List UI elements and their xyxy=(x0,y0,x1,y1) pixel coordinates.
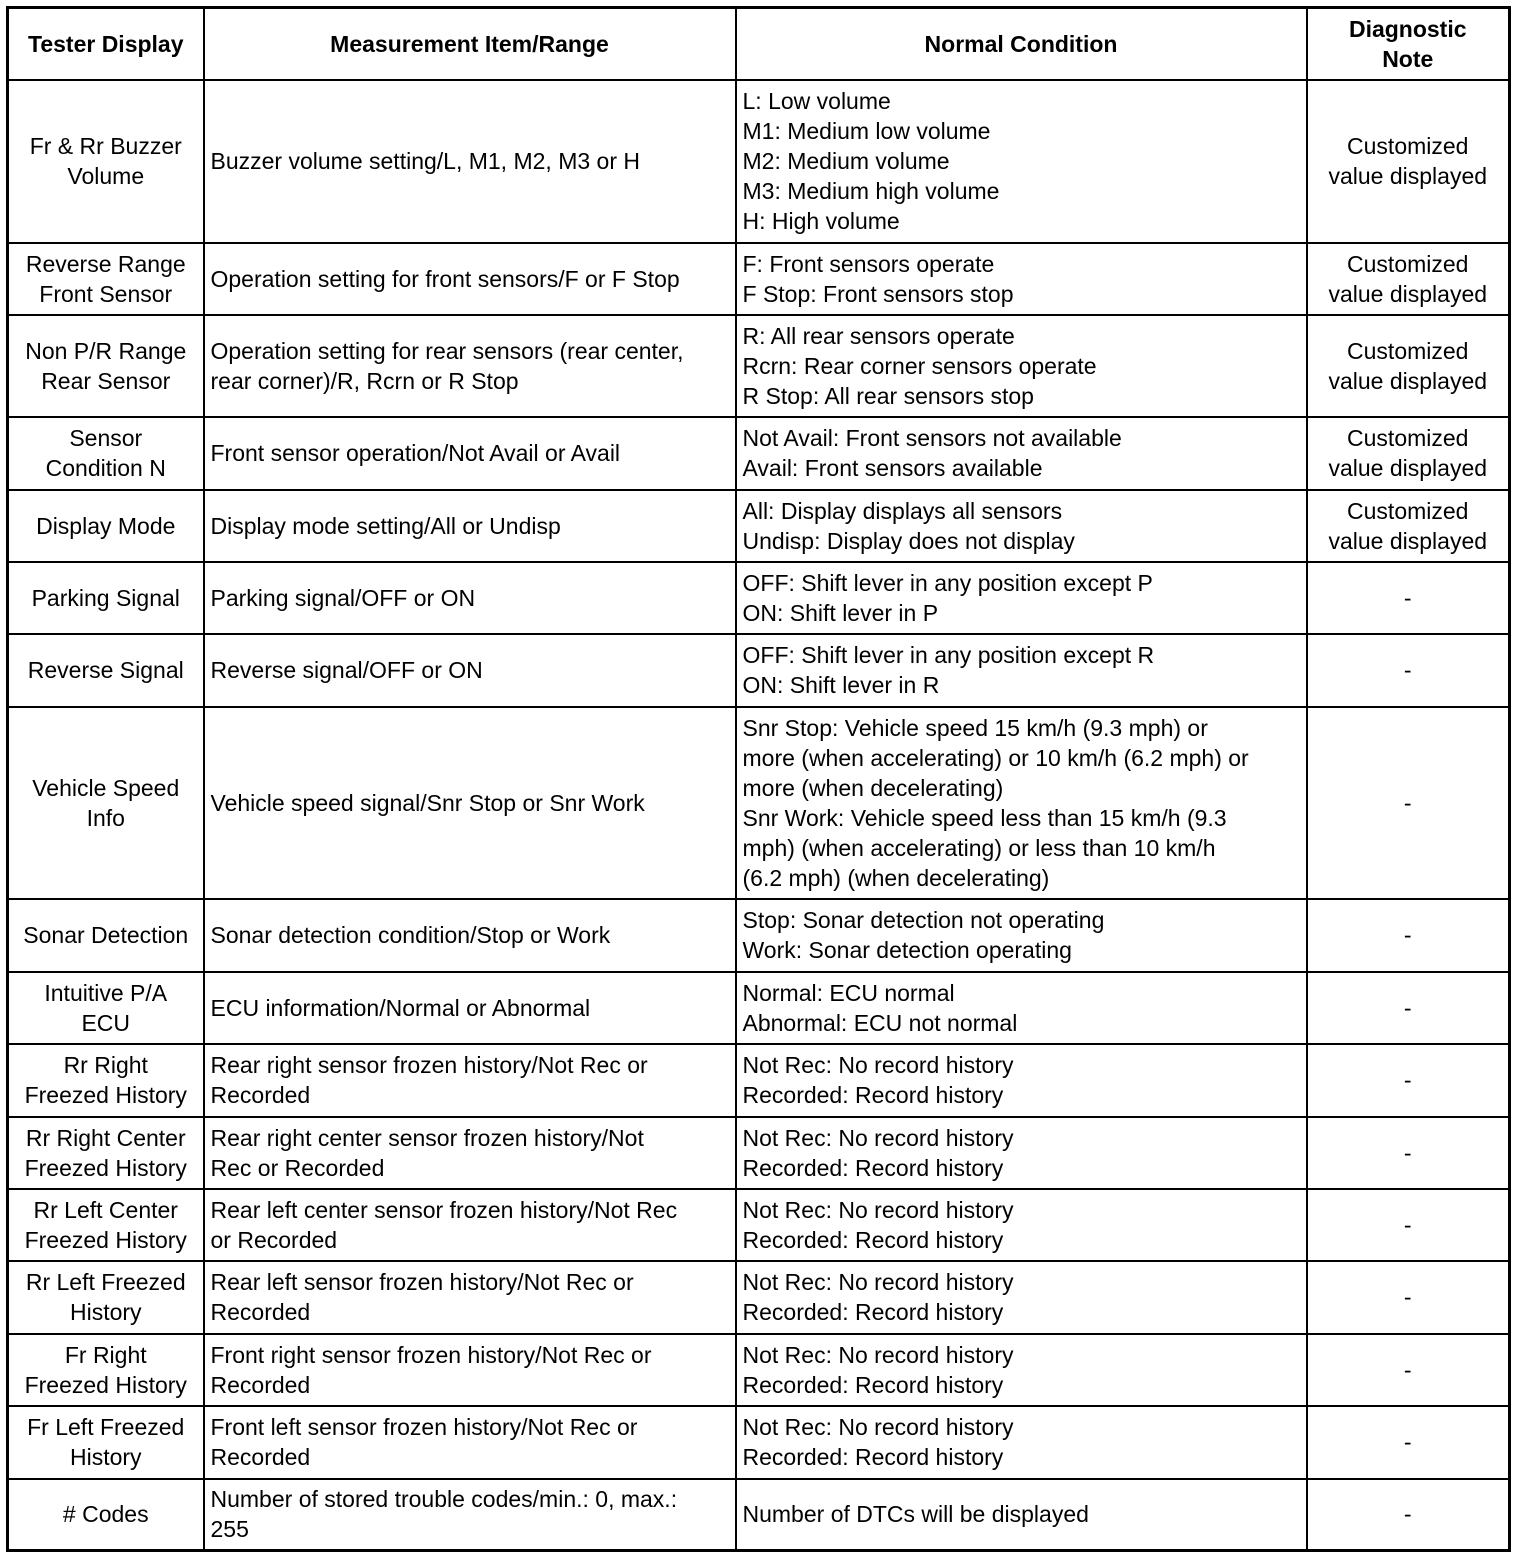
cell-normal-condition: Not Rec: No record history Recorded: Record history xyxy=(736,1117,1307,1189)
data-list-table xyxy=(6,6,1511,1552)
header-measurement-item: Measurement Item/Range xyxy=(204,8,736,80)
table-row xyxy=(8,80,1510,243)
table-row xyxy=(8,1189,1510,1261)
cell-tester-display: Vehicle Speed Info xyxy=(8,707,204,899)
cell-diagnostic-note: Customized value displayed xyxy=(1307,80,1510,243)
cell-diagnostic-note: - xyxy=(1307,562,1510,634)
cell-normal-condition: Not Avail: Front sensors not available Avail: Front sensors available xyxy=(736,417,1307,490)
cell-diagnostic-note: Customized value displayed xyxy=(1307,417,1510,490)
table-row xyxy=(8,899,1510,972)
header-row xyxy=(8,8,1510,80)
header-diagnostic-note: Diagnostic Note xyxy=(1307,8,1510,80)
cell-tester-display: Fr & Rr Buzzer Volume xyxy=(8,80,204,243)
cell-tester-display: Rr Left Center Freezed History xyxy=(8,1189,204,1261)
table-row xyxy=(8,562,1510,634)
cell-tester-display: Reverse Signal xyxy=(8,634,204,707)
cell-diagnostic-note: - xyxy=(1307,1189,1510,1261)
cell-measurement-item: Rear left sensor frozen history/Not Rec or Recorded xyxy=(204,1261,736,1334)
table-row xyxy=(8,417,1510,490)
table-wrapper xyxy=(6,6,1511,1552)
cell-diagnostic-note: - xyxy=(1307,707,1510,899)
cell-normal-condition: Not Rec: No record history Recorded: Record history xyxy=(736,1189,1307,1261)
table-row xyxy=(8,243,1510,315)
table-row xyxy=(8,707,1510,899)
cell-diagnostic-note: - xyxy=(1307,1261,1510,1334)
cell-measurement-item: Display mode setting/All or Undisp xyxy=(204,490,736,562)
cell-normal-condition: Not Rec: No record history Recorded: Record history xyxy=(736,1044,1307,1117)
cell-measurement-item: Front right sensor frozen history/Not Rec or Recorded xyxy=(204,1334,736,1406)
cell-diagnostic-note: - xyxy=(1307,1044,1510,1117)
cell-normal-condition: Snr Stop: Vehicle speed 15 km/h (9.3 mph) or more (when accelerating) or 10 km/h (6.2 mph) or more (when decelerating) Snr Work: Vehicle speed less than 15 km/h (9.3 mph) (when accelerating) or less than 10 km/h (6.2 mph) (when decelerating) xyxy=(736,707,1307,899)
cell-tester-display: Rr Right Freezed History xyxy=(8,1044,204,1117)
cell-diagnostic-note: Customized value displayed xyxy=(1307,490,1510,562)
cell-measurement-item: Number of stored trouble codes/min.: 0, max.: 255 xyxy=(204,1479,736,1551)
cell-tester-display: Reverse Range Front Sensor xyxy=(8,243,204,315)
cell-diagnostic-note: Customized value displayed xyxy=(1307,243,1510,315)
cell-tester-display: Non P/R Range Rear Sensor xyxy=(8,315,204,417)
cell-tester-display: Parking Signal xyxy=(8,562,204,634)
cell-measurement-item: Parking signal/OFF or ON xyxy=(204,562,736,634)
cell-tester-display: # Codes xyxy=(8,1479,204,1551)
table-row xyxy=(8,315,1510,417)
table-body xyxy=(8,80,1510,1551)
cell-diagnostic-note: - xyxy=(1307,1334,1510,1406)
cell-tester-display: Fr Left Freezed History xyxy=(8,1406,204,1479)
cell-tester-display: Sensor Condition N xyxy=(8,417,204,490)
cell-diagnostic-note: - xyxy=(1307,634,1510,707)
table-row xyxy=(8,1406,1510,1479)
cell-tester-display: Display Mode xyxy=(8,490,204,562)
table-row xyxy=(8,1479,1510,1551)
cell-measurement-item: Operation setting for rear sensors (rear center, rear corner)/R, Rcrn or R Stop xyxy=(204,315,736,417)
cell-diagnostic-note: - xyxy=(1307,1479,1510,1551)
table-row xyxy=(8,1044,1510,1117)
cell-measurement-item: Reverse signal/OFF or ON xyxy=(204,634,736,707)
cell-measurement-item: Rear right center sensor frozen history/Not Rec or Recorded xyxy=(204,1117,736,1189)
cell-diagnostic-note: Customized value displayed xyxy=(1307,315,1510,417)
cell-measurement-item: Rear right sensor frozen history/Not Rec or Recorded xyxy=(204,1044,736,1117)
cell-normal-condition: OFF: Shift lever in any position except R ON: Shift lever in R xyxy=(736,634,1307,707)
cell-normal-condition: All: Display displays all sensors Undisp: Display does not display xyxy=(736,490,1307,562)
cell-normal-condition: Not Rec: No record history Recorded: Record history xyxy=(736,1334,1307,1406)
cell-measurement-item: Vehicle speed signal/Snr Stop or Snr Work xyxy=(204,707,736,899)
cell-tester-display: Rr Right Center Freezed History xyxy=(8,1117,204,1189)
cell-measurement-item: Sonar detection condition/Stop or Work xyxy=(204,899,736,972)
cell-normal-condition: Stop: Sonar detection not operating Work: Sonar detection operating xyxy=(736,899,1307,972)
header-tester-display: Tester Display xyxy=(8,8,204,80)
cell-normal-condition: Number of DTCs will be displayed xyxy=(736,1479,1307,1551)
table-row xyxy=(8,1117,1510,1189)
cell-normal-condition: Not Rec: No record history Recorded: Record history xyxy=(736,1261,1307,1334)
cell-tester-display: Sonar Detection xyxy=(8,899,204,972)
cell-diagnostic-note: - xyxy=(1307,1117,1510,1189)
cell-diagnostic-note: - xyxy=(1307,1406,1510,1479)
cell-normal-condition: L: Low volume M1: Medium low volume M2: Medium volume M3: Medium high volume H: High volume xyxy=(736,80,1307,243)
table-row xyxy=(8,1261,1510,1334)
cell-normal-condition: OFF: Shift lever in any position except P ON: Shift lever in P xyxy=(736,562,1307,634)
cell-normal-condition: Not Rec: No record history Recorded: Record history xyxy=(736,1406,1307,1479)
cell-measurement-item: Front sensor operation/Not Avail or Avail xyxy=(204,417,736,490)
table-row xyxy=(8,634,1510,707)
header-normal-condition: Normal Condition xyxy=(736,8,1307,80)
table-row xyxy=(8,490,1510,562)
cell-measurement-item: Rear left center sensor frozen history/Not Rec or Recorded xyxy=(204,1189,736,1261)
cell-normal-condition: Normal: ECU normal Abnormal: ECU not normal xyxy=(736,972,1307,1044)
cell-tester-display: Fr Right Freezed History xyxy=(8,1334,204,1406)
cell-measurement-item: Operation setting for front sensors/F or F Stop xyxy=(204,243,736,315)
cell-normal-condition: R: All rear sensors operate Rcrn: Rear corner sensors operate R Stop: All rear sensors stop xyxy=(736,315,1307,417)
table-row xyxy=(8,1334,1510,1406)
cell-measurement-item: Front left sensor frozen history/Not Rec or Recorded xyxy=(204,1406,736,1479)
table-header xyxy=(8,8,1510,80)
cell-diagnostic-note: - xyxy=(1307,899,1510,972)
cell-diagnostic-note: - xyxy=(1307,972,1510,1044)
cell-tester-display: Intuitive P/A ECU xyxy=(8,972,204,1044)
cell-measurement-item: ECU information/Normal or Abnormal xyxy=(204,972,736,1044)
cell-tester-display: Rr Left Freezed History xyxy=(8,1261,204,1334)
cell-normal-condition: F: Front sensors operate F Stop: Front sensors stop xyxy=(736,243,1307,315)
table-row xyxy=(8,972,1510,1044)
cell-measurement-item: Buzzer volume setting/L, M1, M2, M3 or H xyxy=(204,80,736,243)
